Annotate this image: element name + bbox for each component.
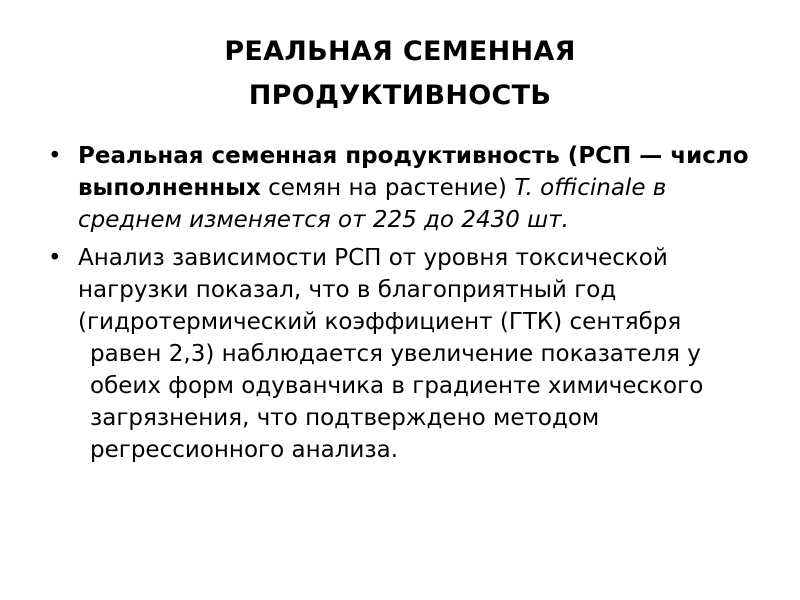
bullet-2-main-text: Анализ зависимости РСП от уровня токсической нагрузки показал, что в благоприятный год (гидротермический коэффициент (ГТК) сентября [78, 245, 682, 335]
bullet-1-italic-text: T. officinale в среднем изменяется от 225 до 2430 шт. [78, 175, 667, 233]
bullet-2-continued-text: равен 2,3) наблюдается увеличение показателя у обеих форм одуванчика в градиенте химического загрязнения, что подтверждено методом регрессионного анализа. [90, 341, 704, 463]
slide-title [0, 30, 800, 118]
title-line-2: ПРОДУКТИВНОСТЬ [248, 80, 552, 111]
bullet-item-1 [46, 140, 758, 236]
bullet-marker: • [48, 245, 62, 271]
title-line-1: РЕАЛЬНАЯ СЕМЕННАЯ [224, 36, 576, 67]
bullet-1-normal-text: семян на растение) [260, 175, 515, 201]
bullet-1-bold-text: Реальная семенная продуктивность (РСП — число выполненных [78, 143, 749, 201]
bullet-item-2 [46, 242, 758, 466]
bullet-list [46, 140, 758, 472]
bullet-marker: • [48, 143, 62, 169]
